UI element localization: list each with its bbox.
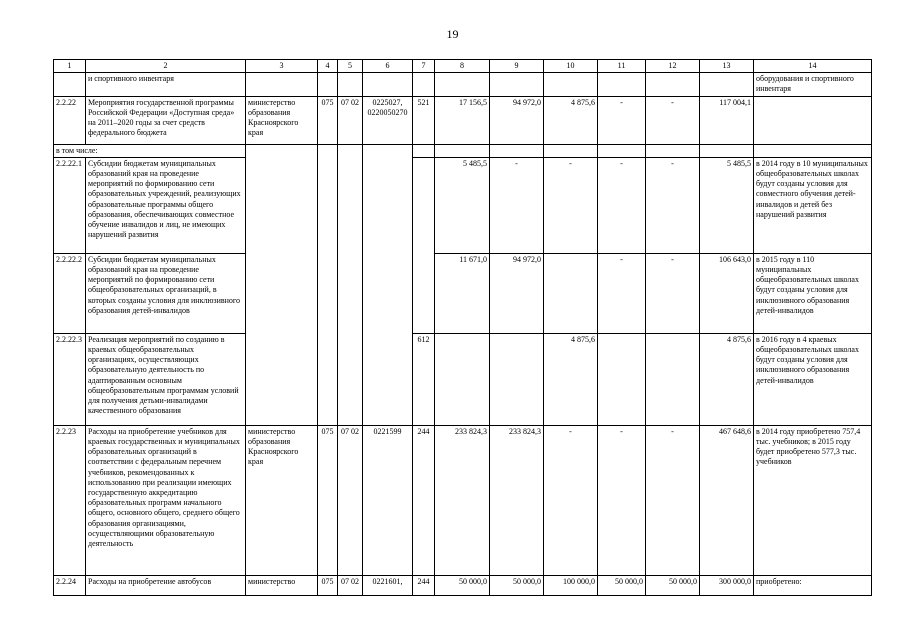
cell-c13: 5 485,5: [700, 157, 754, 253]
cell-c11: 50 000,0: [598, 575, 646, 595]
cell-c6: 0225027, 0220050270: [363, 96, 413, 144]
row-number: 2.2.22: [54, 96, 86, 144]
row-organization: министерство: [246, 575, 318, 595]
table-row: [54, 96, 872, 144]
column-header: 12: [646, 60, 700, 73]
table-row: [54, 144, 872, 157]
program-activities-table: [53, 59, 872, 596]
row-organization: министерство образования Красноярского края: [246, 96, 318, 144]
cell-c12: -: [646, 157, 700, 253]
column-header: 13: [700, 60, 754, 73]
cell-c11: [598, 333, 646, 425]
cell-c11: -: [598, 157, 646, 253]
cell-c12: 50 000,0: [646, 575, 700, 595]
row-number: 2.2.22.1: [54, 157, 86, 253]
cell-c5: 07 02: [338, 425, 363, 575]
column-header: 2: [86, 60, 246, 73]
row-organization: министерство образования Красноярского края: [246, 425, 318, 575]
cell-c8: 11 671,0: [435, 253, 490, 333]
cell-c9: -: [490, 157, 544, 253]
cell-c8: 233 824,3: [435, 425, 490, 575]
row-name: Мероприятия государственной программы Российской Федерации «Доступная среда» на 2011–2020 годы за счет средств федерального бюджета: [86, 96, 246, 144]
cell-c14: в 2014 году в 10 муниципальных общеобразовательных школах будут созданы условия для совместного обучения детей-инвалидов и детей без нарушений развития: [754, 157, 872, 253]
table-row: [54, 253, 872, 333]
column-header: 7: [413, 60, 435, 73]
row-number: 2.2.24: [54, 575, 86, 595]
cell-c13: 467 648,6: [700, 425, 754, 575]
cell-c13: 4 875,6: [700, 333, 754, 425]
table-row: [54, 425, 872, 575]
column-header: 8: [435, 60, 490, 73]
column-header: 4: [318, 60, 338, 73]
row-number: 2.2.23: [54, 425, 86, 575]
header-row: [54, 60, 872, 73]
cell-c14: [754, 96, 872, 144]
cell-c6: 0221599: [363, 425, 413, 575]
cell-c9: 94 972,0: [490, 253, 544, 333]
column-header: 11: [598, 60, 646, 73]
cell-c9: 50 000,0: [490, 575, 544, 595]
cell-c9: 233 824,3: [490, 425, 544, 575]
cell-c12: -: [646, 425, 700, 575]
column-header: 9: [490, 60, 544, 73]
cell-c8: 5 485,5: [435, 157, 490, 253]
cell-c14: приобретено:: [754, 575, 872, 595]
table-row: [54, 333, 872, 425]
cell-c8: 50 000,0: [435, 575, 490, 595]
column-header: 1: [54, 60, 86, 73]
cell-c5: 07 02: [338, 575, 363, 595]
cell-c13: 106 643,0: [700, 253, 754, 333]
cell-c10: 4 875,6: [544, 96, 598, 144]
cell-c7: 244: [413, 425, 435, 575]
page-number: 19: [446, 27, 459, 41]
cell-c13: 300 000,0: [700, 575, 754, 595]
row-note: оборудования и спортивного инвентаря: [754, 73, 872, 96]
column-header: 14: [754, 60, 872, 73]
cell-c14: в 2015 году в 110 муниципальных общеобразовательных школах будут созданы условия для инклюзивного образования детей-инвалидов: [754, 253, 872, 333]
cell-c6: 0221601,: [363, 575, 413, 595]
column-header: 10: [544, 60, 598, 73]
column-header: 3: [246, 60, 318, 73]
cell-c10: [544, 253, 598, 333]
cell-c7: 612: [413, 333, 435, 425]
cell-c12: -: [646, 96, 700, 144]
table-row: [54, 73, 872, 96]
row-name: Расходы на приобретение автобусов: [86, 575, 246, 595]
cell-c14: в 2016 году в 4 краевых общеобразовательных школах будут созданы условия для инклюзивного образования детей-инвалидов: [754, 333, 872, 425]
cell-c5: 07 02: [338, 96, 363, 144]
in-that-number-label: в том числе:: [54, 144, 246, 157]
cell-c7: 521: [413, 96, 435, 144]
table-row: [54, 575, 872, 595]
column-header: 5: [338, 60, 363, 73]
row-name: Субсидии бюджетам муниципальных образований края на проведение мероприятий по формированию сети образовательных учреждений, реализующих образовательные программы общего образования, обеспечивающих совместное обучение инвалидов и лиц, не имеющих нарушений развития: [86, 157, 246, 253]
row-number: 2.2.22.2: [54, 253, 86, 333]
cell-c13: 117 004,1: [700, 96, 754, 144]
cell-c14: в 2014 году приобретено 757,4 тыс. учебников; в 2015 году будет приобретено 577,3 тыс. учебников: [754, 425, 872, 575]
cell-c8: [435, 333, 490, 425]
cell-c4: 075: [318, 575, 338, 595]
row-name: Расходы на приобретение учебников для краевых государственных и муниципальных образовательных организаций в соответствии с федеральным перечнем учебников, рекомендованных к использованию при реализации имеющих государственную аккредитацию образовательных программ начального общего, основного общего, среднего общего образования организациями, осуществляющими образовательную деятельность: [86, 425, 246, 575]
table-row: [54, 157, 872, 253]
cell-c12: [646, 333, 700, 425]
row-name: Реализация мероприятий по созданию в краевых общеобразовательных организациях, осуществляющих образовательную деятельность по адаптированным основным общеобразовательным программам условий для получения детьми-инвалидами качественного образования: [86, 333, 246, 425]
cell-c11: -: [598, 425, 646, 575]
cell-c4: 075: [318, 96, 338, 144]
cell-c10: -: [544, 157, 598, 253]
cell-c9: [490, 333, 544, 425]
column-header: 6: [363, 60, 413, 73]
cell-c10: -: [544, 425, 598, 575]
cell-c7: 244: [413, 575, 435, 595]
row-name: и спортивного инвентаря: [86, 73, 246, 96]
cell-c10: 4 875,6: [544, 333, 598, 425]
cell-c11: -: [598, 96, 646, 144]
cell-c9: 94 972,0: [490, 96, 544, 144]
cell-c8: 17 156,5: [435, 96, 490, 144]
cell-c10: 100 000,0: [544, 575, 598, 595]
row-number: 2.2.22.3: [54, 333, 86, 425]
cell-c4: 075: [318, 425, 338, 575]
cell-c11: -: [598, 253, 646, 333]
cell-c12: -: [646, 253, 700, 333]
row-name: Субсидии бюджетам муниципальных образований края на проведение мероприятий по формированию сети общеобразовательных организаций, в которых созданы условия для инклюзивного образования детей-инвалидов: [86, 253, 246, 333]
